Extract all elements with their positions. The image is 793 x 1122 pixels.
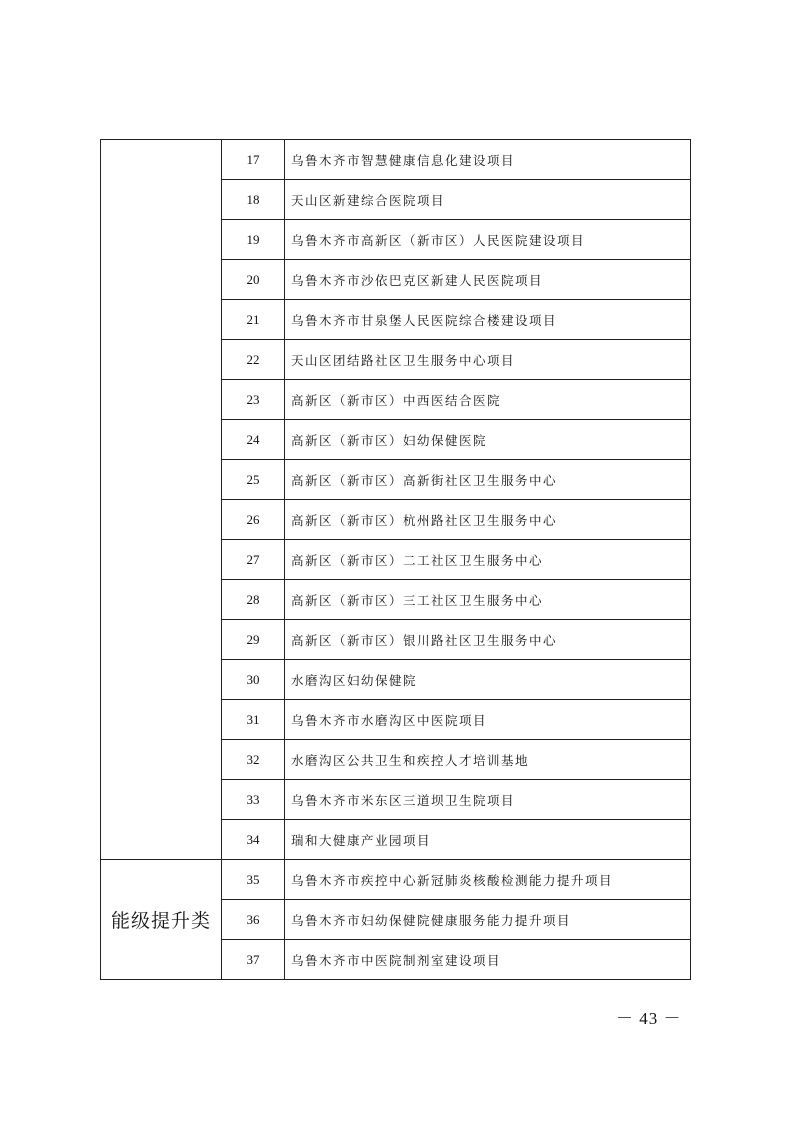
row-number: 17 (222, 140, 285, 180)
row-number: 36 (222, 900, 285, 940)
project-name: 瑞和大健康产业园项目 (285, 820, 691, 860)
table-row (101, 140, 691, 180)
project-name: 天山区团结路社区卫生服务中心项目 (285, 340, 691, 380)
category-label: 能级提升类 (110, 910, 211, 932)
row-number: 29 (222, 620, 285, 660)
row-number: 30 (222, 660, 285, 700)
project-name: 乌鲁木齐市高新区（新市区）人民医院建设项目 (285, 220, 691, 260)
category-cell (101, 140, 222, 860)
row-number: 20 (222, 260, 285, 300)
project-name: 高新区（新市区）妇幼保健医院 (285, 420, 691, 460)
project-name: 天山区新建综合医院项目 (285, 180, 691, 220)
row-number: 18 (222, 180, 285, 220)
row-number: 35 (222, 860, 285, 900)
project-name: 高新区（新市区）高新街社区卫生服务中心 (285, 460, 691, 500)
project-name: 水磨沟区公共卫生和疾控人才培训基地 (285, 740, 691, 780)
project-name: 乌鲁木齐市疾控中心新冠肺炎核酸检测能力提升项目 (285, 860, 691, 900)
row-number: 23 (222, 380, 285, 420)
project-name: 乌鲁木齐市甘泉堡人民医院综合楼建设项目 (285, 300, 691, 340)
row-number: 32 (222, 740, 285, 780)
project-name: 高新区（新市区）二工社区卫生服务中心 (285, 540, 691, 580)
row-number: 24 (222, 420, 285, 460)
row-number: 33 (222, 780, 285, 820)
project-name: 乌鲁木齐市水磨沟区中医院项目 (285, 700, 691, 740)
row-number: 37 (222, 940, 285, 980)
row-number: 26 (222, 500, 285, 540)
row-number: 34 (222, 820, 285, 860)
project-name: 乌鲁木齐市妇幼保健院健康服务能力提升项目 (285, 900, 691, 940)
project-name: 乌鲁木齐市米东区三道坝卫生院项目 (285, 780, 691, 820)
project-name: 高新区（新市区）中西医结合医院 (285, 380, 691, 420)
project-name: 水磨沟区妇幼保健院 (285, 660, 691, 700)
row-number: 21 (222, 300, 285, 340)
project-name: 高新区（新市区）三工社区卫生服务中心 (285, 580, 691, 620)
row-number: 25 (222, 460, 285, 500)
project-name: 乌鲁木齐市中医院制剂室建设项目 (285, 940, 691, 980)
row-number: 27 (222, 540, 285, 580)
project-name: 乌鲁木齐市沙依巴克区新建人民医院项目 (285, 260, 691, 300)
category-cell (101, 860, 222, 980)
row-number: 19 (222, 220, 285, 260)
row-number: 28 (222, 580, 285, 620)
page-number: － 43 － (616, 1009, 682, 1028)
project-name: 高新区（新市区）银川路社区卫生服务中心 (285, 620, 691, 660)
row-number: 22 (222, 340, 285, 380)
project-name: 乌鲁木齐市智慧健康信息化建设项目 (285, 140, 691, 180)
row-number: 31 (222, 700, 285, 740)
project-name: 高新区（新市区）杭州路社区卫生服务中心 (285, 500, 691, 540)
table-row (101, 860, 691, 900)
project-table (100, 139, 691, 980)
